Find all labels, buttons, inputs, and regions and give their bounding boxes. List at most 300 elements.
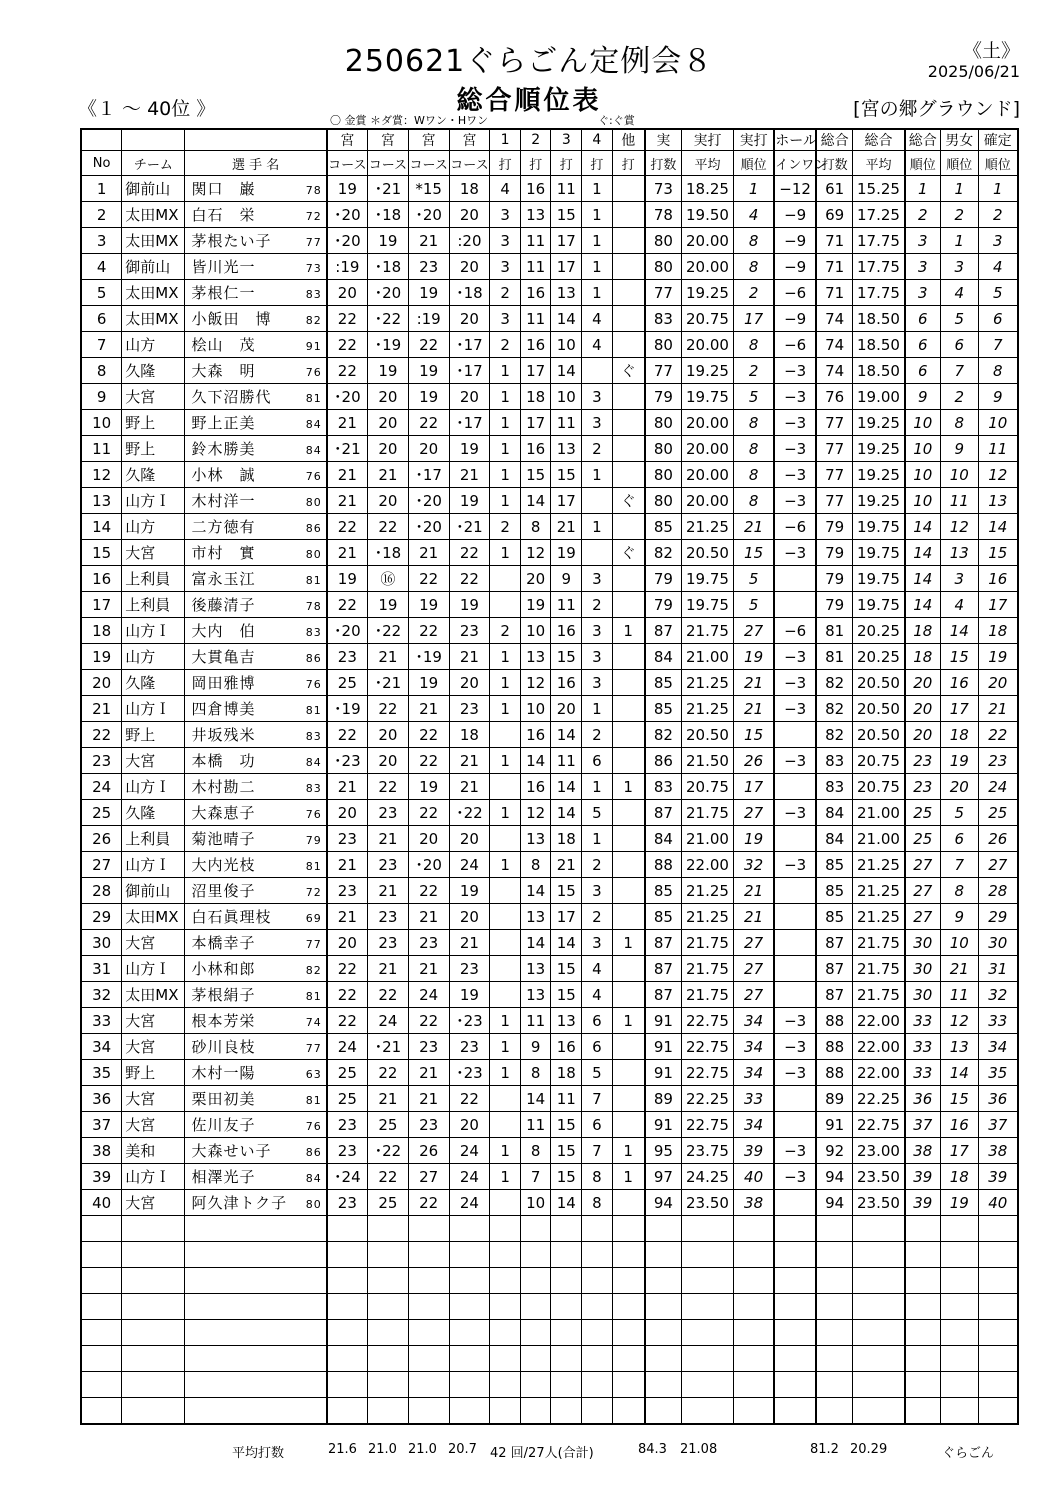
cell-team: 久隆 — [122, 800, 185, 826]
cell-hole-in-one: −6 — [774, 332, 816, 358]
cell-strokes: 83 — [645, 306, 682, 332]
cell-empty — [612, 1216, 645, 1242]
cell-empty — [645, 1242, 682, 1268]
cell-avg: 19.25 — [681, 280, 733, 306]
player-name: 市村 實 — [191, 544, 256, 562]
cell-strokes: 79 — [645, 566, 682, 592]
cell-no: 23 — [81, 748, 122, 774]
cell-empty — [940, 1398, 978, 1425]
cell-no: 21 — [81, 696, 122, 722]
cell-avg: 21.75 — [681, 618, 733, 644]
cell-empty — [327, 1294, 368, 1320]
cell-hole-in-one — [774, 826, 816, 852]
player-age: 76 — [305, 470, 322, 483]
cell-hole2: 15 — [520, 462, 551, 488]
cell-hole-in-one: −3 — [774, 540, 816, 566]
cell-total-avg: 21.75 — [853, 956, 905, 982]
cell-gender-rank: 15 — [940, 1086, 978, 1112]
cell-final-rank: 39 — [978, 1164, 1018, 1190]
cell-team: 大宮 — [122, 1112, 185, 1138]
cell-gender-rank: 13 — [940, 1034, 978, 1060]
cell-total-avg: 21.00 — [853, 800, 905, 826]
cell-hole4: 2 — [582, 592, 613, 618]
cell-empty — [978, 1372, 1018, 1398]
cell-hole-in-one — [774, 904, 816, 930]
cell-hole4: 1 — [582, 514, 613, 540]
cell-hole3: 11 — [551, 748, 582, 774]
cell-team: 大宮 — [122, 930, 185, 956]
cell-no: 32 — [81, 982, 122, 1008]
cell-course4: 22 — [449, 566, 490, 592]
cell-other — [612, 254, 645, 280]
cell-empty — [408, 1320, 449, 1346]
cell-total-avg: 20.50 — [853, 722, 905, 748]
cell-empty — [816, 1320, 853, 1346]
cell-total-avg: 18.50 — [853, 332, 905, 358]
cell-empty — [122, 1242, 185, 1268]
player-name: 井坂残米 — [191, 726, 256, 744]
header-total: 打数 — [816, 151, 853, 176]
cell-empty — [816, 1268, 853, 1294]
cell-other — [612, 566, 645, 592]
header-top-course3: 宮 — [408, 129, 449, 151]
cell-hole2: 17 — [520, 358, 551, 384]
table-row — [81, 540, 1018, 566]
cell-final-rank: 27 — [978, 852, 1018, 878]
cell-empty — [408, 1372, 449, 1398]
cell-empty — [490, 1320, 521, 1346]
cell-hole2: 16 — [520, 280, 551, 306]
cell-rank: 21 — [733, 670, 774, 696]
header-top-other: 他 — [612, 129, 645, 151]
player-name: 大森せい子 — [191, 1142, 272, 1160]
cell-total-rank: 3 — [905, 280, 941, 306]
player-age: 83 — [305, 288, 322, 301]
header-course2: コース — [367, 151, 408, 176]
player-name: 後藤清子 — [191, 596, 256, 614]
cell-hole2: 13 — [520, 956, 551, 982]
player-name: 木村洋一 — [191, 492, 256, 510]
cell-empty — [853, 1216, 905, 1242]
table-row — [81, 1164, 1018, 1190]
cell-empty — [185, 1294, 327, 1320]
cell-hole1 — [490, 1190, 521, 1216]
cell-total: 91 — [816, 1112, 853, 1138]
cell-course3: 22 — [408, 800, 449, 826]
cell-total-avg: 19.75 — [853, 592, 905, 618]
cell-strokes: 79 — [645, 384, 682, 410]
cell-gender-rank: 16 — [940, 670, 978, 696]
cell-hole3: 13 — [551, 436, 582, 462]
cell-hole4: 3 — [582, 644, 613, 670]
cell-empty — [774, 1346, 816, 1372]
cell-rank: 17 — [733, 306, 774, 332]
cell-empty — [490, 1398, 521, 1425]
cell-team: 山方Ｉ — [122, 1164, 185, 1190]
cell-course3: ･19 — [408, 644, 449, 670]
cell-avg: 21.75 — [681, 800, 733, 826]
player-name: 茅根たい子 — [191, 232, 272, 250]
cell-no: 35 — [81, 1060, 122, 1086]
cell-total-avg: 15.25 — [853, 176, 905, 202]
cell-hole4: 2 — [582, 852, 613, 878]
footer-label: 平均打数 — [232, 1446, 285, 1461]
footer-brand: ぐらごん — [942, 1446, 995, 1461]
cell-hole-in-one — [774, 878, 816, 904]
cell-hole3: 15 — [551, 202, 582, 228]
cell-total: 79 — [816, 566, 853, 592]
cell-rank: 15 — [733, 540, 774, 566]
cell-empty — [408, 1268, 449, 1294]
table-row — [81, 852, 1018, 878]
table-row — [81, 202, 1018, 228]
cell-total-rank: 39 — [905, 1190, 941, 1216]
cell-hole2: 13 — [520, 826, 551, 852]
cell-total: 84 — [816, 826, 853, 852]
player-name: 野上正美 — [191, 414, 256, 432]
cell-avg: 20.00 — [681, 228, 733, 254]
cell-course1: 24 — [327, 1034, 368, 1060]
cell-course4: 24 — [449, 852, 490, 878]
cell-hole1: 1 — [490, 436, 521, 462]
player-name: 関口 巌 — [191, 180, 256, 198]
cell-course2: ･22 — [367, 306, 408, 332]
cell-other — [612, 904, 645, 930]
player-name: 沼里俊子 — [191, 882, 256, 900]
table-row — [81, 488, 1018, 514]
cell-other — [612, 696, 645, 722]
cell-no: 31 — [81, 956, 122, 982]
cell-hole1: 1 — [490, 540, 521, 566]
cell-avg: 20.50 — [681, 722, 733, 748]
cell-empty — [367, 1398, 408, 1425]
cell-gender-rank: 5 — [940, 306, 978, 332]
cell-course4: ･21 — [449, 514, 490, 540]
cell-empty — [978, 1294, 1018, 1320]
cell-total: 81 — [816, 618, 853, 644]
cell-course2: ⑯ — [367, 566, 408, 592]
cell-no: 3 — [81, 228, 122, 254]
player-age: 81 — [305, 574, 322, 587]
cell-total: 94 — [816, 1164, 853, 1190]
player-name: 大貫亀吉 — [191, 648, 256, 666]
cell-avg: 21.25 — [681, 878, 733, 904]
cell-no: 16 — [81, 566, 122, 592]
cell-avg: 20.00 — [681, 436, 733, 462]
cell-strokes: 84 — [645, 644, 682, 670]
cell-hole1: 1 — [490, 670, 521, 696]
cell-total: 94 — [816, 1190, 853, 1216]
cell-empty — [81, 1242, 122, 1268]
cell-name — [185, 1190, 327, 1216]
cell-hole2: 18 — [520, 384, 551, 410]
cell-total-avg: 20.75 — [853, 748, 905, 774]
cell-gender-rank: 1 — [940, 228, 978, 254]
cell-empty — [853, 1398, 905, 1425]
cell-hole-in-one: −3 — [774, 488, 816, 514]
cell-total-rank: 23 — [905, 748, 941, 774]
cell-other — [612, 436, 645, 462]
header-top-gender-rank: 男女 — [940, 129, 978, 151]
cell-hole2: 11 — [520, 306, 551, 332]
cell-strokes: 80 — [645, 488, 682, 514]
cell-course3: 21 — [408, 1086, 449, 1112]
cell-course3: 22 — [408, 566, 449, 592]
cell-other — [612, 280, 645, 306]
cell-team: 野上 — [122, 436, 185, 462]
cell-no: 27 — [81, 852, 122, 878]
cell-hole1 — [490, 566, 521, 592]
cell-gender-rank: 7 — [940, 358, 978, 384]
player-age: 81 — [305, 990, 322, 1003]
cell-course3: 22 — [408, 332, 449, 358]
cell-final-rank: 19 — [978, 644, 1018, 670]
cell-course4: 20 — [449, 826, 490, 852]
cell-course1: 21 — [327, 852, 368, 878]
cell-gender-rank: 3 — [940, 254, 978, 280]
cell-course1: 22 — [327, 956, 368, 982]
cell-total-rank: 20 — [905, 696, 941, 722]
cell-avg: 22.75 — [681, 1034, 733, 1060]
empty-row — [81, 1242, 1018, 1268]
cell-final-rank: 16 — [978, 566, 1018, 592]
player-age: 84 — [305, 756, 322, 769]
player-name: 小飯田 博 — [191, 310, 272, 328]
player-name: 鈴木勝美 — [191, 440, 256, 458]
cell-hole4: 1 — [582, 228, 613, 254]
cell-hole4: 1 — [582, 254, 613, 280]
cell-gender-rank: 13 — [940, 540, 978, 566]
cell-total-rank: 25 — [905, 826, 941, 852]
cell-course4: ･17 — [449, 332, 490, 358]
cell-total-rank: 30 — [905, 982, 941, 1008]
cell-hole4: 4 — [582, 956, 613, 982]
cell-empty — [582, 1398, 613, 1425]
cell-hole3: 11 — [551, 410, 582, 436]
cell-strokes: 82 — [645, 540, 682, 566]
cell-rank: 8 — [733, 436, 774, 462]
cell-course4: 19 — [449, 592, 490, 618]
cell-other — [612, 826, 645, 852]
cell-empty — [449, 1320, 490, 1346]
cell-empty — [645, 1268, 682, 1294]
cell-strokes: 91 — [645, 1008, 682, 1034]
cell-empty — [645, 1294, 682, 1320]
cell-avg: 21.25 — [681, 514, 733, 540]
cell-strokes: 85 — [645, 696, 682, 722]
cell-total-avg: 20.50 — [853, 670, 905, 696]
cell-rank: 27 — [733, 618, 774, 644]
cell-course3: 22 — [408, 748, 449, 774]
cell-hole3: 18 — [551, 1060, 582, 1086]
cell-empty — [940, 1320, 978, 1346]
header-hole3: 打 — [551, 151, 582, 176]
cell-empty — [645, 1398, 682, 1425]
cell-name — [185, 748, 327, 774]
cell-total-rank: 14 — [905, 592, 941, 618]
cell-empty — [681, 1372, 733, 1398]
cell-course2: 23 — [367, 904, 408, 930]
cell-total-rank: 33 — [905, 1034, 941, 1060]
cell-course2: 20 — [367, 722, 408, 748]
cell-team: 山方Ｉ — [122, 774, 185, 800]
cell-course1: 22 — [327, 514, 368, 540]
cell-hole4: 1 — [582, 826, 613, 852]
cell-hole4: 2 — [582, 722, 613, 748]
cell-rank: 8 — [733, 488, 774, 514]
cell-rank: 17 — [733, 774, 774, 800]
cell-other: 1 — [612, 774, 645, 800]
header-gender-rank: 順位 — [940, 151, 978, 176]
player-age: 86 — [305, 1146, 322, 1159]
cell-course3: 21 — [408, 540, 449, 566]
header-hole1: 打 — [490, 151, 521, 176]
cell-total-rank: 6 — [905, 306, 941, 332]
cell-other — [612, 228, 645, 254]
cell-gender-rank: 7 — [940, 852, 978, 878]
player-name: 本橋 功 — [191, 752, 256, 770]
cell-empty — [978, 1346, 1018, 1372]
cell-hole2: 11 — [520, 228, 551, 254]
cell-gender-rank: 17 — [940, 1138, 978, 1164]
cell-course1: 22 — [327, 358, 368, 384]
header-top-name — [185, 129, 327, 151]
player-name: 本橋幸子 — [191, 934, 256, 952]
cell-empty — [582, 1294, 613, 1320]
cell-empty — [551, 1268, 582, 1294]
cell-course3: ･20 — [408, 514, 449, 540]
cell-empty — [978, 1216, 1018, 1242]
cell-hole-in-one: −3 — [774, 1034, 816, 1060]
cell-final-rank: 2 — [978, 202, 1018, 228]
cell-course3: 23 — [408, 930, 449, 956]
table-row — [81, 644, 1018, 670]
cell-course2: ･21 — [367, 670, 408, 696]
cell-empty — [905, 1268, 941, 1294]
cell-course1: 22 — [327, 722, 368, 748]
cell-course3: 19 — [408, 280, 449, 306]
cell-total-avg: 19.25 — [853, 410, 905, 436]
cell-empty — [122, 1398, 185, 1425]
header-hole4: 打 — [582, 151, 613, 176]
cell-course2: 22 — [367, 982, 408, 1008]
cell-name — [185, 566, 327, 592]
cell-empty — [327, 1320, 368, 1346]
cell-course2: ･18 — [367, 540, 408, 566]
cell-name — [185, 1086, 327, 1112]
cell-name — [185, 1112, 327, 1138]
cell-strokes: 80 — [645, 462, 682, 488]
cell-hole-in-one — [774, 1112, 816, 1138]
cell-course1: 22 — [327, 982, 368, 1008]
cell-rank: 8 — [733, 228, 774, 254]
cell-hole3: 15 — [551, 878, 582, 904]
cell-other — [612, 1190, 645, 1216]
cell-hole2: 10 — [520, 696, 551, 722]
cell-empty — [327, 1346, 368, 1372]
cell-hole-in-one — [774, 566, 816, 592]
cell-course2: ･21 — [367, 1034, 408, 1060]
cell-total: 88 — [816, 1060, 853, 1086]
cell-course4: ･18 — [449, 280, 490, 306]
cell-empty — [449, 1268, 490, 1294]
player-name: 相澤光子 — [191, 1168, 256, 1186]
cell-strokes: 82 — [645, 722, 682, 748]
footer-summary: 42 回/27人(合計) — [490, 1446, 594, 1461]
cell-empty — [582, 1268, 613, 1294]
cell-course4: 23 — [449, 956, 490, 982]
cell-empty — [367, 1216, 408, 1242]
cell-name — [185, 774, 327, 800]
cell-total-avg: 22.00 — [853, 1060, 905, 1086]
cell-total: 71 — [816, 228, 853, 254]
cell-rank: 34 — [733, 1034, 774, 1060]
footer-avg: 21.08 — [680, 1442, 718, 1457]
cell-hole3: 11 — [551, 1086, 582, 1112]
cell-hole4: 2 — [582, 904, 613, 930]
cell-hole2: 14 — [520, 488, 551, 514]
footer-course4-avg: 20.7 — [448, 1442, 477, 1457]
cell-rank: 21 — [733, 514, 774, 540]
cell-gender-rank: 9 — [940, 904, 978, 930]
cell-hole2: 9 — [520, 1034, 551, 1060]
cell-final-rank: 1 — [978, 176, 1018, 202]
player-age: 80 — [305, 548, 322, 561]
cell-course3: 22 — [408, 618, 449, 644]
cell-rank: 27 — [733, 930, 774, 956]
player-name: 小林 誠 — [191, 466, 256, 484]
cell-hole4: 1 — [582, 462, 613, 488]
header-no: No — [81, 151, 122, 176]
cell-course1: ･23 — [327, 748, 368, 774]
cell-empty — [774, 1320, 816, 1346]
player-age: 86 — [305, 522, 322, 535]
cell-total-avg: 20.50 — [853, 696, 905, 722]
cell-course1: 20 — [327, 800, 368, 826]
cell-empty — [551, 1398, 582, 1425]
cell-team: 山方 — [122, 332, 185, 358]
cell-course1: 21 — [327, 462, 368, 488]
cell-total-avg: 19.25 — [853, 488, 905, 514]
cell-hole3: 21 — [551, 852, 582, 878]
cell-final-rank: 20 — [978, 670, 1018, 696]
cell-total-avg: 19.75 — [853, 540, 905, 566]
cell-hole4: 3 — [582, 384, 613, 410]
cell-avg: 19.75 — [681, 384, 733, 410]
cell-hole3: 15 — [551, 1112, 582, 1138]
cell-course4: ･23 — [449, 1060, 490, 1086]
cell-total-rank: 38 — [905, 1138, 941, 1164]
cell-empty — [367, 1242, 408, 1268]
cell-no: 19 — [81, 644, 122, 670]
cell-final-rank: 22 — [978, 722, 1018, 748]
cell-empty — [327, 1242, 368, 1268]
cell-course1: 21 — [327, 540, 368, 566]
cell-strokes: 85 — [645, 514, 682, 540]
cell-empty — [681, 1216, 733, 1242]
cell-hole2: 8 — [520, 1060, 551, 1086]
cell-empty — [185, 1398, 327, 1425]
cell-empty — [582, 1320, 613, 1346]
cell-strokes: 91 — [645, 1060, 682, 1086]
cell-total: 79 — [816, 540, 853, 566]
legend-awards: 〇 金賞 ＊ダ賞：Wワン・Hワン — [330, 114, 489, 127]
table-row — [81, 462, 1018, 488]
cell-final-rank: 28 — [978, 878, 1018, 904]
cell-empty — [853, 1294, 905, 1320]
cell-strokes: 91 — [645, 1034, 682, 1060]
player-age: 79 — [305, 834, 322, 847]
